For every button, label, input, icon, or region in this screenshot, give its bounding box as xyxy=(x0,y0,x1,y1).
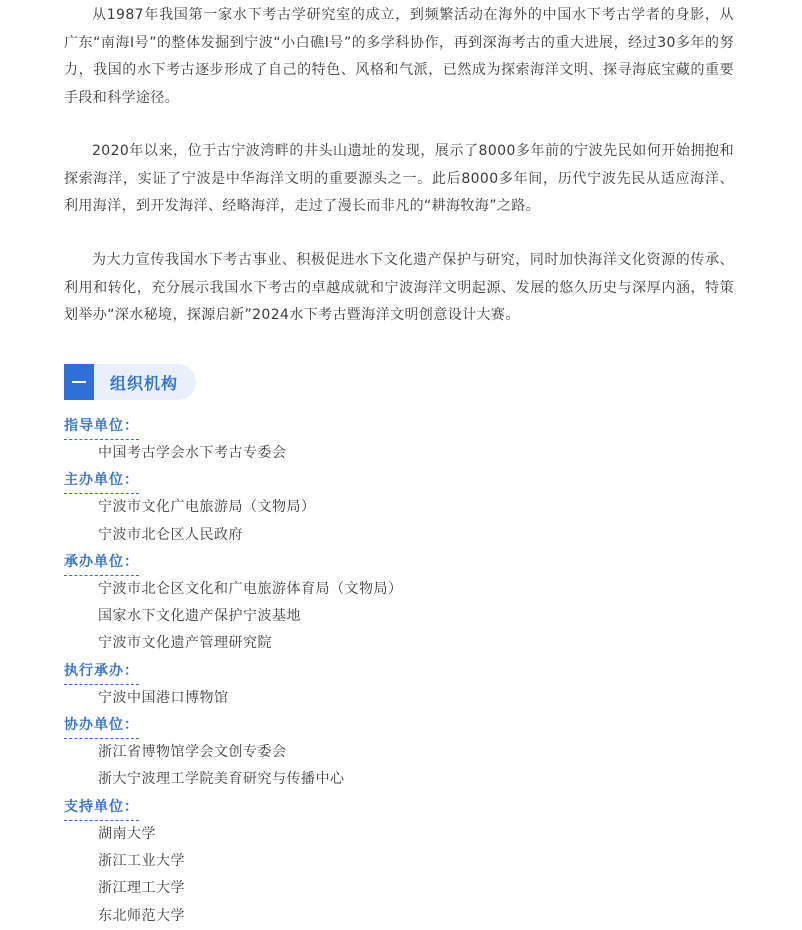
org-group-guidance xyxy=(64,413,764,467)
org-item: 浙江省博物馆学会文创专委会 xyxy=(98,744,287,761)
org-group-host xyxy=(64,467,764,549)
intro-paragraph-2: 2020年以来，位于古宁波湾畔的井头山遗址的发现，展示了8000多年前的宁波先民如何开始拥抱和探索海洋，实证了宁波是中华海洋文明的重要源头之一。此后8000多年间，历代宁波先民从适应海洋、利用海洋，到开发海洋、经略海洋，走过了漫长而非凡的“耕海牧海”之路。 xyxy=(64,143,734,214)
section-header-organization xyxy=(64,364,196,400)
organization-list xyxy=(64,413,764,930)
org-item: 宁波市文化遗产管理研究院 xyxy=(98,635,272,652)
org-item: 宁波市文化广电旅游局（文物局） xyxy=(98,499,316,516)
dash-icon xyxy=(72,381,86,383)
org-item: 湖南大学 xyxy=(98,825,156,842)
org-item: 浙江工业大学 xyxy=(98,852,185,869)
org-item: 中国考古学会水下考古专委会 xyxy=(98,445,287,461)
org-group-label: 协办单位： xyxy=(64,712,139,739)
org-item: 国家水下文化遗产保护宁波基地 xyxy=(98,608,301,625)
org-item: 宁波中国港口博物馆 xyxy=(98,689,229,706)
org-item: 浙大宁波理工学院美育研究与传播中心 xyxy=(98,771,345,788)
org-group-label: 指导单位： xyxy=(64,413,139,440)
org-item: 东北师范大学 xyxy=(98,907,185,924)
org-group-label: 承办单位： xyxy=(64,549,139,576)
org-group-label: 支持单位： xyxy=(64,794,139,821)
org-item: 浙江理工大学 xyxy=(98,880,185,897)
org-group-supporter xyxy=(64,794,764,930)
intro-paragraph-3: 为大力宣传我国水下考古事业、积极促进水下文化遗产保护与研究，同时加快海洋文化资源的传承、利用和转化，充分展示我国水下考古的卓越成就和宁波海洋文明起源、发展的悠久历史与深厚内涵，特策划举办“深水秘境，探源启新”2024水下考古暨海洋文明创意设计大赛。 xyxy=(64,252,734,323)
org-item: 宁波市北仑区人民政府 xyxy=(98,526,243,543)
org-group-label: 执行承办： xyxy=(64,658,139,685)
section-title: 组织机构 xyxy=(110,373,179,393)
org-group-co-organizer xyxy=(64,712,764,794)
org-item: 宁波市北仑区文化和广电旅游体育局（文物局） xyxy=(98,580,403,597)
section-number-badge xyxy=(64,364,94,400)
intro-paragraph-1: 从1987年我国第一家水下考古学研究室的成立，到频繁活动在海外的中国水下考古学者的身影，从广东“南海I号”的整体发掘到宁波“小白礁I号”的多学科协作，再到深海考古的重大进展，经过30多年的努力，我国的水下考古逐步形成了自己的特色、风格和气派，已然成为探索海洋文明、探寻海底宝藏的重要手段和科学途径。 xyxy=(64,7,734,106)
org-group-label: 主办单位： xyxy=(64,467,139,494)
org-group-organizer xyxy=(64,549,764,658)
org-group-executor xyxy=(64,658,764,712)
